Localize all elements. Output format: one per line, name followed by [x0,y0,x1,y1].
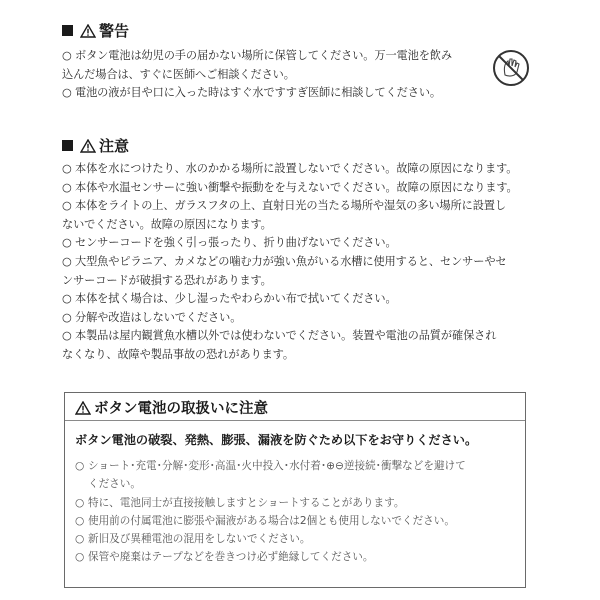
caution-item: ○ 大型魚やピラニア、カメなどの噛む力が強い魚がいる水槽に使用すると、センサーやセ ンサーコードが破損する恐れがあります。 [62,254,507,287]
caution-list [62,160,518,365]
battery-caution-box [64,392,526,588]
caution-item: ○ 本製品は屋内観賞魚水槽以外では使わないでください。装置や電池の品質が確保され なくなり、故障や製品事故の恐れがあります。 [62,329,497,361]
battery-item: ○ 使用前の付属電池に膨張や漏液がある場合は2個とも使用しないでください。 [75,514,455,527]
battery-item: ○ 新旧及び異種電池の混用をしないでください。 [75,533,311,546]
warning-triangle-icon [80,139,96,153]
battery-item: ○ ショート･充電･分解･変形･高温･火中投入･水付着･⊕⊖逆接続･衝撃などを避けて ください。 [75,460,466,491]
warning-item: ○ ボタン電池は幼児の手の届かない場所に保管してください。万一電池を飲み 込んだ場合は、すぐに医師へご相談ください。 [62,49,452,81]
battery-list [75,457,520,567]
caution-item: ○ 本体を拭く場合は、少し湿ったやわらかい布で拭いてください。 [62,292,397,306]
warning-item: ○ 電池の液が目や口に入った時はすぐ水ですすぎ医師に相談してください。 [62,86,442,100]
battery-item: ○ 保管や廃棄はテープなどを巻きつけ必ず絶縁してください。 [75,551,374,564]
caution-item: ○ センサーコードを強く引っ張ったり、折り曲げないでください。 [62,236,397,250]
caution-heading [62,135,129,156]
caution-item: ○ 本体や水温センサーに強い衝撃や振動をを与えないでください。故障の原因になります。 [62,180,518,194]
square-bullet-icon [62,25,73,36]
divider [65,420,525,421]
battery-box-title: ボタン電池の取扱いに注意 [75,397,268,418]
caution-item: ○ 分解や改造はしないでください。 [62,310,242,324]
warning-title: 警告 [99,22,130,40]
warning-list [62,47,502,103]
caution-title: 注意 [99,137,130,155]
battery-box-lead: ボタン電池の破裂、発熱、膨張、漏液を防ぐため以下をお守りください。 [75,433,478,447]
caution-item: ○ 本体を水につけたり、水のかかる場所に設置しないでください。故障の原因になります。 [62,162,518,175]
square-bullet-icon [62,140,73,151]
warning-heading [62,20,129,41]
caution-item: ○ 本体をライトの上、ガラスフタの上、直射日光の当たる場所や湿気の多い場所に設置し ないでください。故障の原因になります。 [62,199,506,231]
warning-triangle-icon [80,24,96,38]
battery-item: ○ 特に、電池同士が直接接触しますとショートすることがあります。 [75,496,405,509]
warning-triangle-icon [75,401,91,415]
